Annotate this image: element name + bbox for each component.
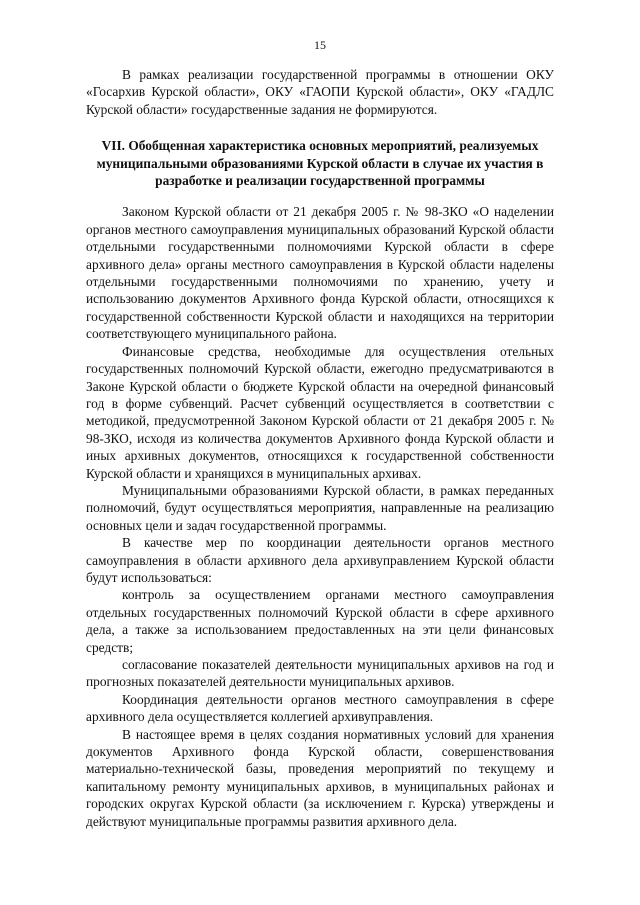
section-heading: VII. Обобщенная характеристика основных мероприятий, реализуемых муниципальными образованиями Курской области в случае их участия в разработке и реализации государственной программы [96,138,544,189]
paragraph-finance: Финансовые средства, необходимые для осуществления отельных государственных полномочий Курской области, ежегодно предусматриваются в Законе Курской области о бюджете Курской области на очередной финансовый год в форме субвенций. Расчет субвенций осуществляется в соответствии с методикой, предусмотренной Законом Курской области от 21 декабря 2005 г. № 98-ЗКО, исходя из количества документов Архивного фонда Курской области и иных архивных документов, относящихся к государственной собственности Курской области и хранящихся в муниципальных архивах. [86,343,554,481]
document-body [86,66,554,830]
paragraph-coordination-measures: В качестве мер по координации деятельности органов местного самоуправления в области архивного дела архивуправлением Курской области будут использоваться: [86,535,554,585]
list-item-control: контроль за осуществлением органами местного самоуправления отдельных государственных полномочий Курской области в сфере архивного дела, а также за использованием предоставленных на эти цели финансовых средств; [86,587,554,655]
paragraph-collegium: Координация деятельности органов местного самоуправления в сфере архивного дела осуществляется коллегией архивуправления. [86,691,554,725]
intro-paragraph: В рамках реализации государственной программы в отношении ОКУ «Госархив Курской области», ОКУ «ГАОПИ Курской области», ОКУ «ГАДЛС Курской области» государственные задания не формируются. [86,67,554,117]
paragraph-programs: В настоящее время в целях создания нормативных условий для хранения документов Архивного фонда Курской области, совершенствования материально-технической базы, проведения мероприятий по текущему и капитальному ремонту муниципальных архивов, в муниципальных районах и городских округах Курской области (за исключением г. Курска) утверждены и действуют муниципальные программы развития архивного дела. [86,726,554,829]
page-number: 15 [314,38,326,52]
list-item-approval: согласование показателей деятельности муниципальных архивов на год и прогнозных показателей деятельности муниципальных архивов. [86,657,554,690]
paragraph-municipal-measures: Муниципальными образованиями Курской области, в рамках переданных полномочий, будут осуществляться мероприятия, направленные на реализацию основных цели и задач государственной программы. [86,482,554,533]
paragraph-law: Законом Курской области от 21 декабря 2005 г. № 98-ЗКО «О наделении органов местного самоуправления муниципальных образований Курской области отдельными государственными полномочиями Курской области в сфере архивного дела» органы местного самоуправления в Курской области наделены отдельными государственными полномочиями по хранению, учету и использованию документов Архивного фонда Курской области, относящихся к государственной собственности Курской области и находящихся на территории соответствующего муниципального района. [86,204,554,342]
